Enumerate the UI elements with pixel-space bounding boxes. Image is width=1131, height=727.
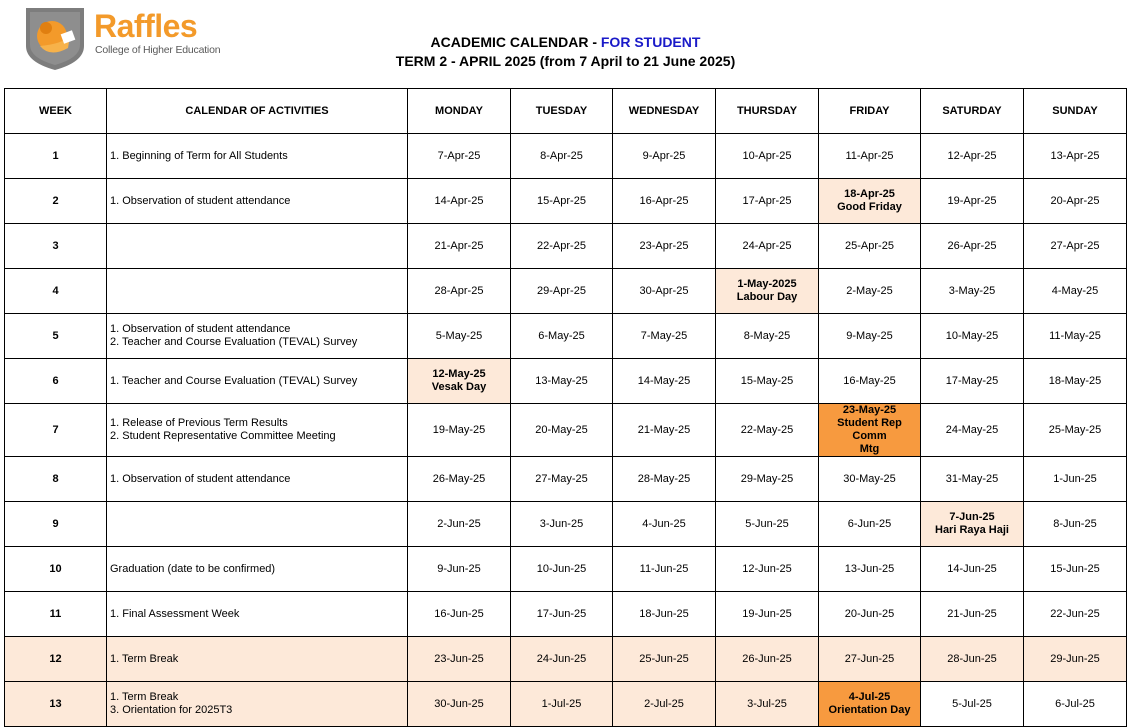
day-cell: 5-Jun-25 (716, 502, 819, 547)
table-row (5, 359, 1127, 404)
activity-item: 2. Student Representative Committee Meeting (110, 430, 336, 442)
table-row (5, 457, 1127, 502)
day-cell: 18-Jun-25 (613, 592, 716, 637)
activity-item: 1. Beginning of Term for All Students (110, 149, 288, 162)
activity-item: 1. Term Break (110, 691, 179, 703)
day-cell: 31-May-25 (921, 457, 1024, 502)
column-header-week: WEEK (5, 89, 107, 134)
day-cell: 8-May-25 (716, 314, 819, 359)
day-cell: 19-Jun-25 (716, 592, 819, 637)
day-cell: 23-May-25 Student Rep Comm Mtg (819, 404, 921, 457)
day-cell: 11-May-25 (1024, 314, 1127, 359)
week-number: 9 (5, 502, 107, 547)
day-cell: 1-Jun-25 (1024, 457, 1127, 502)
day-cell: 12-May-25 Vesak Day (408, 359, 511, 404)
day-cell: 21-May-25 (613, 404, 716, 457)
day-cell: 7-Apr-25 (408, 134, 511, 179)
day-cell: 14-Apr-25 (408, 179, 511, 224)
day-cell: 7-May-25 (613, 314, 716, 359)
activities-cell (107, 682, 408, 727)
day-cell: 14-May-25 (613, 359, 716, 404)
day-cell: 28-Apr-25 (408, 269, 511, 314)
day-cell: 24-Jun-25 (511, 637, 613, 682)
day-cell: 21-Jun-25 (921, 592, 1024, 637)
table-row (5, 592, 1127, 637)
day-cell: 9-Jun-25 (408, 547, 511, 592)
table-row (5, 404, 1127, 457)
table-row (5, 682, 1127, 727)
day-cell: 27-Apr-25 (1024, 224, 1127, 269)
day-cell: 18-May-25 (1024, 359, 1127, 404)
day-cell: 18-Apr-25 Good Friday (819, 179, 921, 224)
day-cell: 1-Jul-25 (511, 682, 613, 727)
column-header-wednesday: WEDNESDAY (613, 89, 716, 134)
academic-calendar-table (4, 88, 1127, 727)
activities-cell (107, 224, 408, 269)
title-prefix: ACADEMIC CALENDAR - (430, 34, 601, 50)
day-cell: 11-Apr-25 (819, 134, 921, 179)
column-header-saturday: SATURDAY (921, 89, 1024, 134)
day-cell: 11-Jun-25 (613, 547, 716, 592)
day-cell: 19-May-25 (408, 404, 511, 457)
column-header-tuesday: TUESDAY (511, 89, 613, 134)
column-header-thursday: THURSDAY (716, 89, 819, 134)
day-cell: 27-Jun-25 (819, 637, 921, 682)
activity-item: 1. Term Break (110, 652, 179, 665)
day-cell: 28-Jun-25 (921, 637, 1024, 682)
day-cell: 8-Apr-25 (511, 134, 613, 179)
day-cell: 26-Jun-25 (716, 637, 819, 682)
activity-item: 1. Release of Previous Term Results (110, 417, 288, 429)
day-cell: 6-May-25 (511, 314, 613, 359)
week-number: 7 (5, 404, 107, 457)
day-cell: 22-Jun-25 (1024, 592, 1127, 637)
activities-cell (107, 314, 408, 359)
column-header-monday: MONDAY (408, 89, 511, 134)
day-cell: 3-Jun-25 (511, 502, 613, 547)
activities-cell (107, 547, 408, 592)
day-cell: 23-Jun-25 (408, 637, 511, 682)
day-cell: 15-Apr-25 (511, 179, 613, 224)
column-header-calendar-of-activities: CALENDAR OF ACTIVITIES (107, 89, 408, 134)
day-cell: 16-Apr-25 (613, 179, 716, 224)
day-cell: 14-Jun-25 (921, 547, 1024, 592)
day-cell: 25-Jun-25 (613, 637, 716, 682)
week-number: 11 (5, 592, 107, 637)
day-cell: 10-Jun-25 (511, 547, 613, 592)
day-cell: 5-Jul-25 (921, 682, 1024, 727)
day-cell: 2-Jul-25 (613, 682, 716, 727)
day-cell: 22-May-25 (716, 404, 819, 457)
title-highlight: FOR STUDENT (600, 34, 701, 50)
table-row (5, 314, 1127, 359)
day-cell: 24-May-25 (921, 404, 1024, 457)
activity-item: 1. Observation of student attendance (110, 472, 291, 485)
day-cell: 20-Jun-25 (819, 592, 921, 637)
day-cell: 12-Jun-25 (716, 547, 819, 592)
week-number: 1 (5, 134, 107, 179)
day-cell: 13-Apr-25 (1024, 134, 1127, 179)
day-cell: 29-May-25 (716, 457, 819, 502)
activities-cell (107, 502, 408, 547)
table-row (5, 179, 1127, 224)
day-cell: 30-Apr-25 (613, 269, 716, 314)
week-number: 13 (5, 682, 107, 727)
table-row (5, 637, 1127, 682)
week-number: 12 (5, 637, 107, 682)
activity-item: 2. Teacher and Course Evaluation (TEVAL) Survey (110, 336, 358, 348)
day-cell: 15-May-25 (716, 359, 819, 404)
day-cell: 10-May-25 (921, 314, 1024, 359)
day-cell: 17-Jun-25 (511, 592, 613, 637)
column-header-sunday: SUNDAY (1024, 89, 1127, 134)
day-cell: 29-Jun-25 (1024, 637, 1127, 682)
week-number: 3 (5, 224, 107, 269)
day-cell: 30-Jun-25 (408, 682, 511, 727)
day-cell: 17-May-25 (921, 359, 1024, 404)
day-cell: 3-Jul-25 (716, 682, 819, 727)
day-cell: 4-May-25 (1024, 269, 1127, 314)
day-cell: 22-Apr-25 (511, 224, 613, 269)
activity-item: Graduation (date to be confirmed) (110, 562, 276, 575)
activities-cell (107, 269, 408, 314)
day-cell: 25-Apr-25 (819, 224, 921, 269)
table-row (5, 134, 1127, 179)
activities-cell (107, 404, 408, 457)
day-cell: 20-Apr-25 (1024, 179, 1127, 224)
week-number: 4 (5, 269, 107, 314)
activity-item: 3. Orientation for 2025T3 (110, 704, 233, 716)
activities-cell (107, 179, 408, 224)
activities-cell (107, 637, 408, 682)
day-cell: 9-Apr-25 (613, 134, 716, 179)
day-cell: 4-Jun-25 (613, 502, 716, 547)
column-header-friday: FRIDAY (819, 89, 921, 134)
day-cell: 9-May-25 (819, 314, 921, 359)
day-cell: 19-Apr-25 (921, 179, 1024, 224)
day-cell: 3-May-25 (921, 269, 1024, 314)
activity-item: 1. Observation of student attendance (110, 323, 291, 335)
day-cell: 27-May-25 (511, 457, 613, 502)
day-cell: 16-Jun-25 (408, 592, 511, 637)
week-number: 2 (5, 179, 107, 224)
day-cell: 7-Jun-25 Hari Raya Haji (921, 502, 1024, 547)
day-cell: 25-May-25 (1024, 404, 1127, 457)
table-row (5, 269, 1127, 314)
day-cell: 2-Jun-25 (408, 502, 511, 547)
day-cell: 15-Jun-25 (1024, 547, 1127, 592)
table-row (5, 224, 1127, 269)
day-cell: 21-Apr-25 (408, 224, 511, 269)
table-row (5, 547, 1127, 592)
activity-item: 1. Observation of student attendance (110, 194, 291, 207)
table-header-row (5, 89, 1127, 134)
brand-subtitle: College of Higher Education (95, 44, 221, 56)
week-number: 5 (5, 314, 107, 359)
activity-item: 1. Teacher and Course Evaluation (TEVAL) Survey (110, 374, 358, 387)
activity-item: 1. Final Assessment Week (110, 607, 240, 620)
day-cell: 13-Jun-25 (819, 547, 921, 592)
day-cell: 26-May-25 (408, 457, 511, 502)
day-cell: 12-Apr-25 (921, 134, 1024, 179)
day-cell: 4-Jul-25 Orientation Day (819, 682, 921, 727)
activities-cell (107, 457, 408, 502)
week-number: 10 (5, 547, 107, 592)
day-cell: 26-Apr-25 (921, 224, 1024, 269)
activities-cell (107, 592, 408, 637)
page-subtitle: TERM 2 - APRIL 2025 (from 7 April to 21 June 2025) (395, 53, 736, 69)
day-cell: 24-Apr-25 (716, 224, 819, 269)
day-cell: 17-Apr-25 (716, 179, 819, 224)
page-title (0, 34, 1131, 50)
day-cell: 6-Jun-25 (819, 502, 921, 547)
activities-cell (107, 359, 408, 404)
activities-cell (107, 134, 408, 179)
day-cell: 23-Apr-25 (613, 224, 716, 269)
day-cell: 6-Jul-25 (1024, 682, 1127, 727)
day-cell: 2-May-25 (819, 269, 921, 314)
week-number: 6 (5, 359, 107, 404)
day-cell: 29-Apr-25 (511, 269, 613, 314)
day-cell: 10-Apr-25 (716, 134, 819, 179)
day-cell: 13-May-25 (511, 359, 613, 404)
day-cell: 8-Jun-25 (1024, 502, 1127, 547)
day-cell: 1-May-2025 Labour Day (716, 269, 819, 314)
day-cell: 30-May-25 (819, 457, 921, 502)
day-cell: 20-May-25 (511, 404, 613, 457)
day-cell: 28-May-25 (613, 457, 716, 502)
week-number: 8 (5, 457, 107, 502)
brand-name: Raffles (94, 8, 198, 44)
day-cell: 5-May-25 (408, 314, 511, 359)
table-row (5, 502, 1127, 547)
day-cell: 16-May-25 (819, 359, 921, 404)
